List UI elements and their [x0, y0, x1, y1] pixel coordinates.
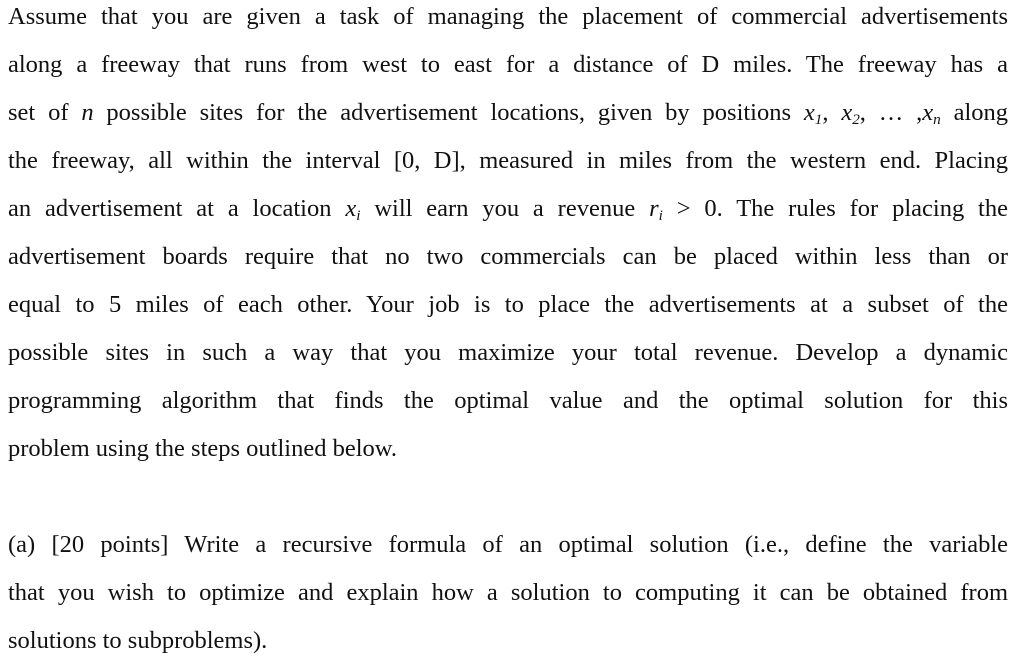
ellipsis: , … ,	[859, 99, 923, 126]
var-x1: $x_1$	[803, 99, 823, 128]
text-line: the freeway, all within the interval [0, D], measured in miles from the western end. Placing	[8, 147, 1008, 174]
var-xn: $x_n$	[922, 99, 941, 128]
text-run: possible sites for the advertisement locations, given by positions	[93, 99, 804, 126]
text-run: along	[940, 99, 1009, 126]
var-n: n	[81, 99, 94, 126]
text-line: solutions to subproblems).	[8, 627, 268, 654]
text-line-revenue	[8, 192, 1008, 240]
text-run: ,	[822, 99, 842, 126]
text-line: possible sites in such a way that you maximize your total revenue. Develop a dynamic	[8, 339, 1008, 366]
text-line: problem using the steps outlined below.	[8, 435, 397, 462]
text-run: will earn you a revenue	[360, 195, 650, 222]
text-line: along a freeway that runs from west to east for a distance of D miles. The freeway has a	[8, 51, 1008, 78]
document-page	[8, 0, 1008, 672]
text-line: programming algorithm that finds the optimal value and the optimal solution for this	[8, 387, 1008, 414]
text-run: an advertisement at a location	[8, 195, 346, 222]
var-xi: $x_i$	[345, 195, 361, 224]
var-x2: $x_2$	[841, 99, 860, 128]
text-line: (a) [20 points] Write a recursive formula of an optimal solution (i.e., define the variable	[8, 531, 1008, 558]
text-run: > 0. The rules for placing the	[662, 195, 1008, 222]
text-line: that you wish to optimize and explain how a solution to computing it can be obtained from	[8, 579, 1008, 606]
text-line-positions	[8, 96, 1008, 144]
paragraph-gap	[8, 480, 1008, 528]
text-run: set of	[8, 99, 82, 126]
text-line: Assume that you are given a task of managing the placement of commercial advertisements	[8, 3, 1008, 30]
var-ri: $r_i$	[649, 195, 663, 224]
text-line: equal to 5 miles of each other. Your job is to place the advertisements at a subset of the	[8, 291, 1008, 318]
text-line: advertisement boards require that no two commercials can be placed within less than or	[8, 243, 1008, 270]
problem-statement	[8, 0, 1008, 480]
part-a-question	[8, 528, 1008, 672]
